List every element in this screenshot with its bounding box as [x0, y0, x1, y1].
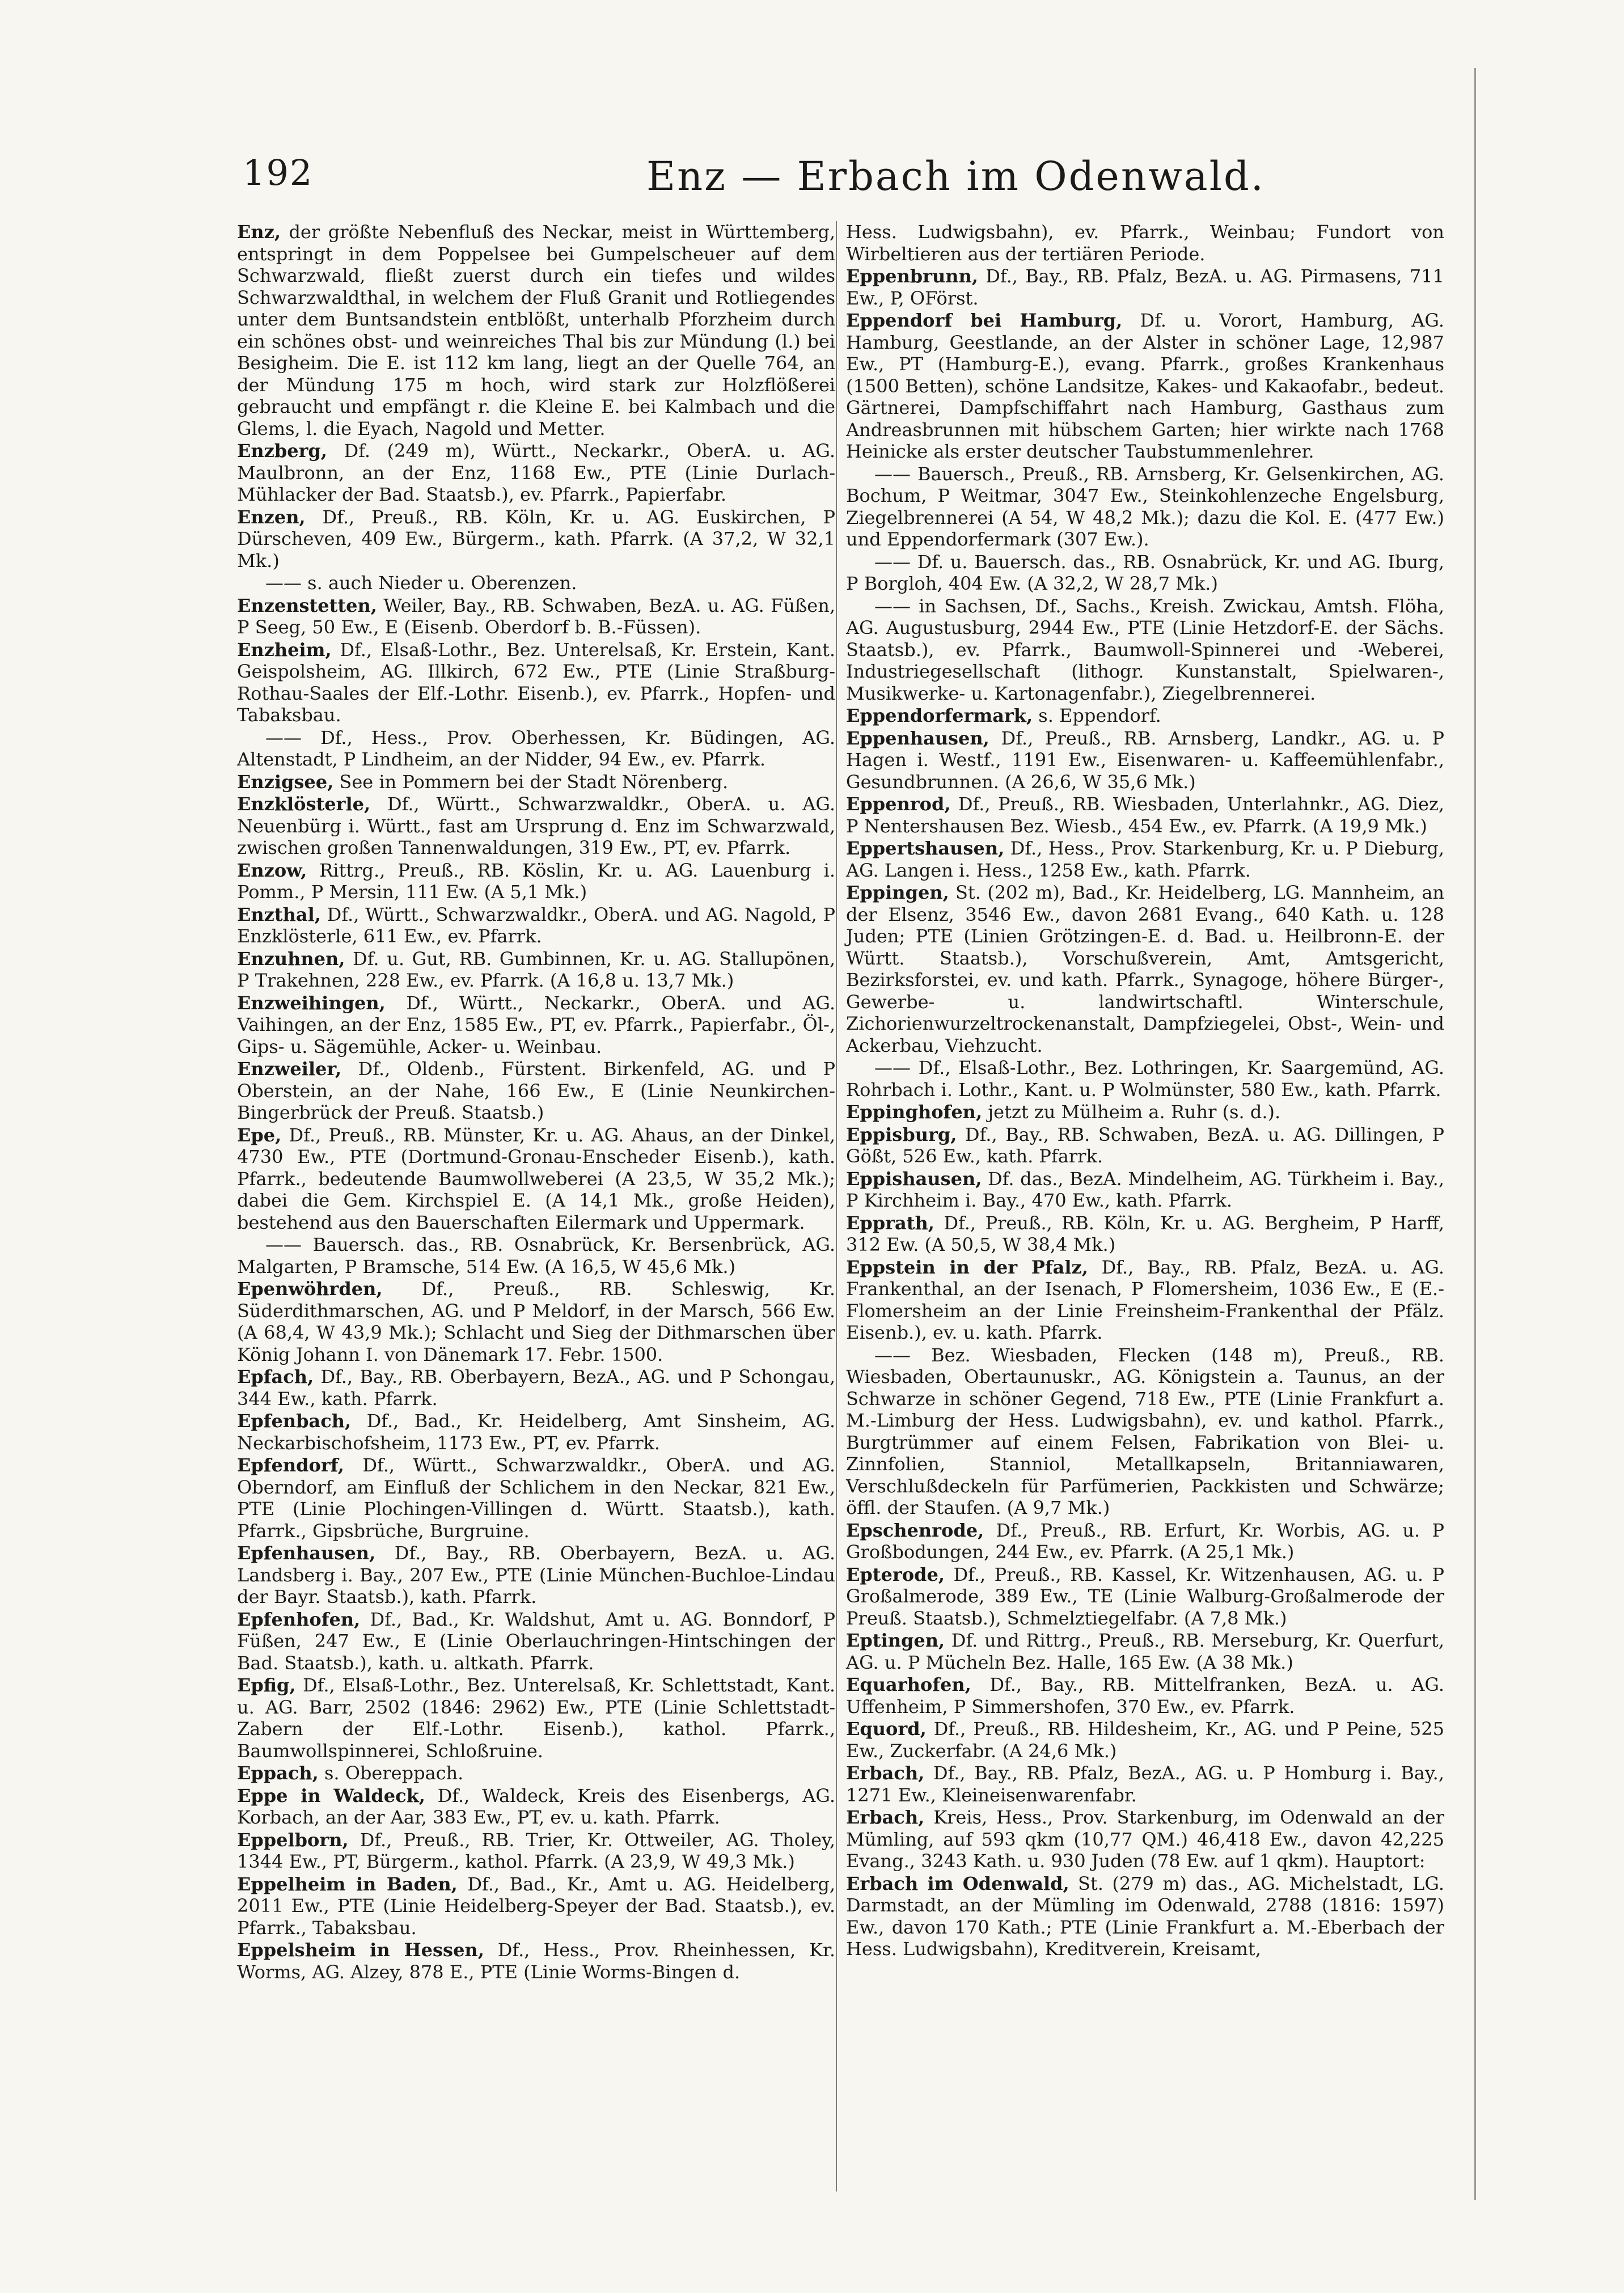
entry-headword: Eppingen, — [846, 882, 949, 903]
dictionary-entry — [237, 1939, 835, 1983]
entry-headword: Enzigsee, — [237, 771, 334, 793]
dictionary-entry — [237, 440, 835, 506]
dictionary-entry — [846, 882, 1444, 1056]
entry-headword: Eppenbrunn, — [846, 265, 978, 287]
dictionary-entry — [237, 1762, 835, 1784]
entry-text: Df., Waldeck, Kreis des Eisenbergs, AG. Korbach, an der Aar, 383 Ew., PT, ev. u. kath. Pfarrk. — [237, 1784, 836, 1828]
right-column — [846, 221, 1444, 1961]
entry-text: Df., Preuß., RB. Hildesheim, Kr., AG. und P Peine, 525 Ew., Zuckerfabr. (A 24,6 Mk.) — [846, 1718, 1444, 1762]
entry-text: Df., Württ., Neckarkr., OberA. und AG. Vaihingen, an der Enz, 1585 Ew., PT, ev. Pfarrk., Papierfabr., Öl-, Gips- u. Sägemühle, Acker- u. Weinbau. — [237, 992, 835, 1057]
entry-text: Df., Oldenb., Fürstent. Birkenfeld, AG. und P Oberstein, an der Nahe, 166 Ew., E (Linie Neunkirchen-Bingerbrück der Preuß. Staatsb.) — [237, 1058, 835, 1123]
entry-headword: Epschenrode, — [846, 1519, 984, 1541]
entry-text: —— Df. u. Bauersch. das., RB. Osnabrück, Kr. und AG. Iburg, P Borgloh, 404 Ew. (A 32,2, W 28,7 Mk.) — [846, 551, 1444, 594]
dictionary-entry — [237, 1454, 835, 1542]
entry-text: Df., Hess., Prov. Rheinhessen, Kr. Worms, AG. Alzey, 878 E., PTE (Linie Worms-Bingen d. — [237, 1939, 836, 1983]
dictionary-entry — [846, 1873, 1444, 1960]
entry-text: Df., Preuß., RB. Erfurt, Kr. Worbis, AG. u. P Großbodungen, 244 Ew., ev. Pfarrk. (A 25,1 Mk.) — [846, 1519, 1444, 1563]
dictionary-entry — [237, 1278, 835, 1365]
column-divider — [836, 221, 837, 2192]
dictionary-entry — [846, 1168, 1444, 1212]
entry-text: Df., Preuß., RB. Wiesbaden, Unterlahnkr., AG. Diez, P Nentershausen Bez. Wiesb., 454 Ew., ev. Pfarrk. (A 19,9 Mk.) — [846, 793, 1444, 837]
dictionary-entry — [846, 310, 1444, 463]
dictionary-entry — [846, 1344, 1444, 1519]
entry-text: der größte Nebenfluß des Neckar, meist in Württemberg, entspringt in dem Poppelsee bei Gumpelscheuer auf dem Schwarzwald, fließt zuerst durch ein tiefes und wildes Schwarzwaldthal, in welchem der Fluß Granit und Rotliegendes unter dem Buntsandstein entblößt, unterhalb Pforzheim durch ein schönes obst- und weinreiches Thal bis zur Mündung (l.) bei Besigheim. Die E. ist 112 km lang, liegt an der Quelle 764, an der Mündung 175 m hoch, wird stark zur Holzflößerei gebraucht und empfängt r. die Kleine E. bei Kalmbach und die Glems, l. die Eyach, Nagold und Metter. — [237, 221, 835, 439]
entry-text: Df., Bad., Kr. Waldshut, Amt u. AG. Bonndorf, P Füßen, 247 Ew., E (Linie Oberlauchringen-Hintschingen der Bad. Staatsb.), kath. u. altkath. Pfarrk. — [237, 1608, 835, 1674]
entry-text: Df., Bay., RB. Pfalz, BezA. u. AG. Frankenthal, an der Isenach, P Flomersheim, 1036 Ew., E (E.-Flomersheim an der Linie Freinsheim-Frankenthal der Pfälz. Eisenb.), ev. u. kath. Pfarrk. — [846, 1256, 1445, 1343]
entry-headword: Eppendorfermark, — [846, 705, 1033, 726]
entry-headword: Enzklösterle, — [237, 793, 371, 815]
dictionary-entry — [237, 1542, 835, 1608]
entry-text: Df., Bad., Kr. Heidelberg, Amt Sinsheim, AG. Neckarbischofsheim, 1173 Ew., PT, ev. Pfarrk. — [237, 1410, 835, 1454]
entry-text: jetzt zu Mülheim a. Ruhr (s. d.). — [982, 1101, 1281, 1123]
entry-text: Df., Preuß., RB. Münster, Kr. u. AG. Ahaus, an der Dinkel, 4730 Ew., PTE (Dortmund-Gronau-Enscheder Eisenb.), kath. Pfarrk., bedeutende Baumwollweberei (A 23,5, W 35,2 Mk.); dabei die Gem. Kirchspiel E. (A 14,1 Mk., große Heiden), bestehend aus den Bauerschaften Eilermark und Uppermark. — [237, 1124, 835, 1233]
dictionary-entry — [237, 1124, 835, 1234]
entry-headword: Enzweihingen, — [237, 992, 386, 1014]
entry-headword: Epprath, — [846, 1212, 934, 1234]
entry-headword: Enzthal, — [237, 903, 321, 925]
entry-text: Kreis, Hess., Prov. Starkenburg, im Odenwald an der Mümling, auf 593 qkm (10,77 QM.) 46,418 Ew., davon 42,225 Evang., 3243 Kath. u. 930 Juden (78 Ew. auf 1 qkm). Hauptort: — [846, 1807, 1444, 1872]
entry-headword: Eppe in Waldeck, — [237, 1784, 425, 1807]
dictionary-entry — [846, 1257, 1444, 1344]
entry-headword: Equord, — [846, 1718, 927, 1740]
dictionary-entry — [237, 860, 835, 903]
entry-text: St. (202 m), Bad., Kr. Heidelberg, LG. Mannheim, an der Elsenz, 3546 Ew., davon 2681 Evang., 640 Kath. u. 128 Juden; PTE (Linien Grötzingen-E. d. Bad. u. Heilbronn-E. der Württ. Staatsb.), Vorschußverein, Amt, Amtsgericht, Bezirksforstei, ev. und kath. Pfarrk., Synagoge, höhere Bürger-, Gewerbe- u. landwirtschaftl. Winterschule, Zichorienwurzeltrockenanstalt, Dampfziegelei, Obst-, Wein- und Ackerbau, Viehzucht. — [846, 882, 1444, 1056]
entry-text: Df., Bay., RB. Oberbayern, BezA., AG. und P Schongau, 344 Ew., kath. Pfarrk. — [237, 1366, 835, 1410]
entry-text: Weiler, Bay., RB. Schwaben, BezA. u. AG. Füßen, P Seeg, 50 Ew., E (Eisenb. Oberdorf b. B.-Füssen). — [237, 594, 835, 638]
dictionary-entry — [237, 1873, 835, 1939]
entry-headword: Enzow, — [237, 859, 307, 881]
entry-text: See in Pommern bei der Stadt Nörenberg. — [333, 771, 729, 793]
entry-headword: Eppach, — [237, 1762, 319, 1784]
entry-headword: Enzuhnen, — [237, 947, 345, 970]
entry-headword: Eppenrod, — [846, 793, 951, 815]
entry-headword: Epfig, — [237, 1674, 296, 1696]
dictionary-entry — [237, 948, 835, 992]
entry-text: s. Eppendorf. — [1033, 705, 1161, 726]
entry-text: Df., Preuß., RB. Köln, Kr. u. AG. Euskirchen, P Dürscheven, 409 Ew., Bürgerm., kath. Pfarrk. (A 37,2, W 32,1 Mk.) — [237, 506, 835, 572]
dictionary-entry — [846, 265, 1444, 309]
entry-text: Df., Bad., Kr., Amt u. AG. Heidelberg, 2011 Ew., PTE (Linie Heidelberg-Speyer der Bad. Staatsb.), ev. Pfarrk., Tabaksbau. — [237, 1873, 836, 1939]
entry-text: Df. und Rittrg., Preuß., RB. Merseburg, Kr. Querfurt, AG. u. P Mücheln Bez. Halle, 165 Ew. (A 38 Mk.) — [846, 1630, 1444, 1673]
entry-text: Df. u. Vorort, Hamburg, AG. Hamburg, Geestlande, an der Alster in schöner Lage, 12,987 Ew., PT (Hamburg-E.), evang. Pfarrk., großes Krankenhaus (1500 Betten), schöne Landsitze, Kakes- und Kakaofabr., bedeut. Gärtnerei, Dampfschiffahrt nach Hamburg, Gasthaus zum Andreasbrunnen mit hübschem Garten; hier wirkte nach 1768 Heinicke als erster deutscher Taubstummenlehrer. — [846, 310, 1445, 462]
entry-text: —— Bez. Wiesbaden, Flecken (148 m), Preuß., RB. Wiesbaden, Obertaunuskr., AG. Königstein a. Taunus, an der Schwarze in schöner Gegend, 718 Ew., PTE (Linie Frankfurt a. M.-Limburg der Hess. Ludwigsbahn), ev. und kathol. Pfarrk., Burgtrümmer auf einem Felsen, Fabrikation von Blei- u. Zinnfolien, Stanniol, Metallkapseln, Britanniawaren, Verschlußdeckeln für Parfümerien, Packkisten und Schwärze; öffl. der Staufen. (A 9,7 Mk.) — [846, 1344, 1444, 1518]
entry-headword: Enzen, — [237, 506, 306, 528]
dictionary-entry — [237, 572, 835, 594]
entry-headword: Erbach, — [846, 1762, 925, 1784]
dictionary-entry — [237, 221, 835, 439]
entry-headword: Eppendorf bei Hamburg, — [846, 310, 1123, 331]
entry-headword: Epe, — [237, 1124, 282, 1146]
entry-text: Df., Bay., RB. Pfalz, BezA. u. AG. Pirmasens, 711 Ew., P, OFörst. — [846, 265, 1444, 309]
entry-headword: Epfach, — [237, 1366, 314, 1387]
dictionary-entry — [846, 221, 1444, 265]
dictionary-entry — [846, 595, 1444, 705]
entry-headword: Epfenhofen, — [237, 1608, 361, 1630]
dictionary-entry — [846, 463, 1444, 551]
entry-text: —— Bauersch. das., RB. Osnabrück, Kr. Bersenbrück, AG. Malgarten, P Bramsche, 514 Ew. (A 16,5, W 45,6 Mk.) — [237, 1234, 835, 1277]
dictionary-entry — [846, 837, 1444, 881]
entry-text: Df., Bay., RB. Mittelfranken, BezA. u. AG. Uffenheim, P Simmershofen, 370 Ew., ev. Pfarrk. — [846, 1674, 1444, 1717]
entry-headword: Eptingen, — [846, 1630, 945, 1651]
dictionary-entry — [846, 551, 1444, 595]
dictionary-entry — [237, 793, 835, 859]
dictionary-entry — [237, 506, 835, 572]
dictionary-entry — [846, 1807, 1444, 1872]
entry-headword: Eppenhausen, — [846, 727, 989, 749]
entry-text: Df., Hess., Prov. Starkenburg, Kr. u. P Dieburg, AG. Langen i. Hess., 1258 Ew., kath. Pfarrk. — [846, 837, 1444, 881]
entry-text: —— Df., Elsaß-Lothr., Bez. Lothringen, Kr. Saargemünd, AG. Rohrbach i. Lothr., Kant. u. P Wolmünster, 580 Ew., kath. Pfarrk. — [846, 1057, 1444, 1101]
entry-headword: Epenwöhrden, — [237, 1278, 383, 1300]
entry-text: Df., Preuß., RB. Kassel, Kr. Witzenhausen, AG. u. P Großalmerode, 389 Ew., TE (Linie Walburg-Großalmerode der Preuß. Staatsb.), Schmelztiegelfabr. (A 7,8 Mk.) — [846, 1563, 1444, 1629]
page-edge-rule — [1474, 68, 1476, 2200]
entry-headword: Erbach im Odenwald, — [846, 1872, 1069, 1894]
dictionary-entry — [846, 1718, 1444, 1762]
entry-text: Df., Württ., Schwarzwaldkr., OberA. und AG. Oberndorf, am Einfluß der Schlichem in den Neckar, 821 Ew., PTE (Linie Plochingen-Villingen d. Württ. Staatsb.), kath. Pfarrk., Gipsbrüche, Burgruine. — [237, 1454, 835, 1542]
entry-text: —— Df., Hess., Prov. Oberhessen, Kr. Büdingen, AG. Altenstadt, P Lindheim, an der Nidder, 94 Ew., ev. Pfarrk. — [237, 726, 835, 770]
entry-text: Rittrg., Preuß., RB. Köslin, Kr. u. AG. Lauenburg i. Pomm., P Mersin, 111 Ew. (A 5,1 Mk.) — [237, 859, 835, 903]
left-column — [237, 221, 835, 1983]
dictionary-entry — [237, 992, 835, 1058]
entry-text: Df., Preuß., RB. Arnsberg, Landkr., AG. u. P Hagen i. Westf., 1191 Ew., Eisenwaren- u. Kaffeemühlenfabr., Gesundbrunnen. (A 26,6, W 35,6 Mk.) — [846, 727, 1444, 793]
entry-text: Df. (249 m), Württ., Neckarkr., OberA. u. AG. Maulbronn, an der Enz, 1168 Ew., PTE (Linie Durlach-Mühlacker der Bad. Staatsb.), ev. Pfarrk., Papierfabr. — [237, 440, 835, 505]
dictionary-entry — [846, 727, 1444, 793]
entry-text: Df., Preuß., RB. Schleswig, Kr. Süderdithmarschen, AG. und P Meldorf, in der Marsch, 566 Ew. (A 68,4, W 43,9 Mk.); Schlacht und Sieg der Dithmarschen über König Johann I. von Dänemark 17. Febr. 1500. — [237, 1278, 835, 1365]
entry-headword: Equarhofen, — [846, 1674, 971, 1695]
dictionary-entry — [237, 1366, 835, 1410]
entry-text: Df., Württ., Schwarzwaldkr., OberA. und AG. Nagold, P Enzklösterle, 611 Ew., ev. Pfarrk. — [237, 903, 835, 947]
dictionary-entry — [237, 727, 835, 771]
dictionary-entry — [846, 1630, 1444, 1673]
entry-headword: Enzheim, — [237, 638, 332, 661]
entry-headword: Epfenhausen, — [237, 1542, 376, 1564]
entry-headword: Enz, — [237, 221, 281, 243]
entry-text: Df., Preuß., RB. Trier, Kr. Ottweiler, AG. Tholey, 1344 Ew., PT, Bürgerm., kathol. Pfarrk. (A 23,9, W 49,3 Mk.) — [237, 1829, 835, 1872]
dictionary-entry — [237, 639, 835, 726]
dictionary-entry — [237, 1674, 835, 1762]
dictionary-entry — [846, 1101, 1444, 1123]
dictionary-entry — [237, 771, 835, 793]
dictionary-entry — [237, 1829, 835, 1873]
entry-headword: Eppishausen, — [846, 1167, 982, 1190]
entry-headword: Eppelsheim in Hessen, — [237, 1939, 484, 1961]
entry-text: —— in Sachsen, Df., Sachs., Kreish. Zwickau, Amtsh. Flöha, AG. Augustusburg, 2944 Ew., PTE (Linie Hetzdorf-E. der Sächs. Staatsb.), ev. Pfarrk., Baumwoll-Spinnerei und -Weberei, Industriegesellschaft (lithogr. Kunstanstalt, Spielwaren-, Musikwerke- u. Kartonagenfabr.), Ziegelbrennerei. — [846, 595, 1444, 704]
entry-headword: Eppinghofen, — [846, 1101, 983, 1123]
entry-text: Df., Elsaß-Lothr., Bez. Unterelsaß, Kr. Schlettstadt, Kant. u. AG. Barr, 2502 (1846: 2962) Ew., PTE (Linie Schlettstadt-Zabern der Elf.-Lothr. Eisenb.), kathol. Pfarrk., Baumwollspinnerei, Schloßruine. — [237, 1674, 835, 1762]
running-head: Enz — Erbach im Odenwald. — [646, 153, 1266, 200]
entry-text: Df., Bay., RB. Pfalz, BezA., AG. u. P Homburg i. Bay., 1271 Ew., Kleineisenwarenfabr. — [846, 1762, 1444, 1806]
entry-text: —— Bauersch., Preuß., RB. Arnsberg, Kr. Gelsenkirchen, AG. Bochum, P Weitmar, 3047 Ew., Steinkohlenzeche Engelsburg, Ziegelbrennerei (A 54, W 48,2 Mk.); dazu die Kol. E. (477 Ew.) und Eppendorfermark (307 Ew.). — [846, 463, 1444, 550]
entry-text: —— s. auch Nieder u. Oberenzen. — [265, 572, 577, 594]
dictionary-entry — [237, 1609, 835, 1674]
entry-headword: Eppelheim in Baden, — [237, 1873, 458, 1895]
entry-headword: Eppisburg, — [846, 1123, 957, 1145]
entry-text: Df., Elsaß-Lothr., Bez. Unterelsaß, Kr. Erstein, Kant. Geispolsheim, AG. Illkirch, 672 Ew., PTE (Linie Straßburg-Rothau-Saales der Elf.-Lothr. Eisenb.), ev. Pfarrk., Hopfen- und Tabaksbau. — [237, 638, 835, 726]
dictionary-entry — [846, 1057, 1444, 1101]
dictionary-entry — [846, 1520, 1444, 1563]
entry-text: Df. u. Gut, RB. Gumbinnen, Kr. u. AG. Stallupönen, P Trakehnen, 228 Ew., ev. Pfarrk. (A 16,8 u. 13,7 Mk.) — [237, 947, 835, 991]
entry-text: Df., Bay., RB. Schwaben, BezA. u. AG. Dillingen, P Gößt, 526 Ew., kath. Pfarrk. — [846, 1123, 1444, 1167]
dictionary-entry — [237, 595, 835, 638]
entry-text: Df., Preuß., RB. Köln, Kr. u. AG. Bergheim, P Harff, 312 Ew. (A 50,5, W 38,4 Mk.) — [846, 1212, 1444, 1255]
dictionary-entry — [846, 1212, 1444, 1256]
dictionary-entry — [846, 1124, 1444, 1167]
entry-text: Df., Württ., Schwarzwaldkr., OberA. u. AG. Neuenbürg i. Württ., fast am Ursprung d. Enz im Schwarzwald, zwischen großen Tannenwaldungen, 319 Ew., PT, ev. Pfarrk. — [237, 793, 835, 858]
entry-headword: Erbach, — [846, 1807, 925, 1828]
dictionary-entry — [846, 1762, 1444, 1806]
entry-text: Df., Bay., RB. Oberbayern, BezA. u. AG. Landsberg i. Bay., 207 Ew., PTE (Linie München-Buchloe-Lindau der Bayr. Staatsb.), kath. Pfarrk. — [237, 1542, 835, 1607]
dictionary-entry — [237, 1410, 835, 1454]
entry-headword: Eppelborn, — [237, 1829, 349, 1851]
entry-headword: Epfenbach, — [237, 1410, 352, 1432]
dictionary-entry — [846, 1674, 1444, 1717]
entry-headword: Enzberg, — [237, 440, 327, 462]
dictionary-entry — [846, 793, 1444, 837]
dictionary-entry — [237, 904, 835, 947]
entry-text: Df. das., BezA. Mindelheim, AG. Türkheim i. Bay., P Kirchheim i. Bay., 470 Ew., kath. Pfarrk. — [846, 1167, 1444, 1211]
dictionary-entry — [237, 1234, 835, 1277]
dictionary-entry — [846, 1564, 1444, 1630]
entry-text: s. Obereppach. — [318, 1762, 464, 1784]
entry-text: St. (279 m) das., AG. Michelstadt, LG. Darmstadt, an der Mümling im Odenwald, 2788 (1816: 1597) Ew., davon 170 Kath.; PTE (Linie Frankfurt a. M.-Eberbach der Hess. Ludwigsbahn), Kreditverein, Kreisamt, — [846, 1872, 1445, 1960]
entry-headword: Epterode, — [846, 1563, 945, 1585]
dictionary-entry — [237, 1785, 835, 1829]
entry-headword: Enzweiler, — [237, 1058, 342, 1080]
entry-text: Hess. Ludwigsbahn), ev. Pfarrk., Weinbau; Fundort von Wirbeltieren aus der tertiären Periode. — [846, 221, 1444, 265]
page-number: 192 — [243, 152, 314, 193]
entry-headword: Enzenstetten, — [237, 594, 377, 616]
entry-headword: Epfendorf, — [237, 1454, 344, 1476]
dictionary-entry — [237, 1058, 835, 1124]
entry-headword: Eppstein in der Pfalz, — [846, 1256, 1088, 1278]
entry-headword: Eppertshausen, — [846, 837, 1005, 859]
dictionary-entry — [846, 705, 1444, 727]
